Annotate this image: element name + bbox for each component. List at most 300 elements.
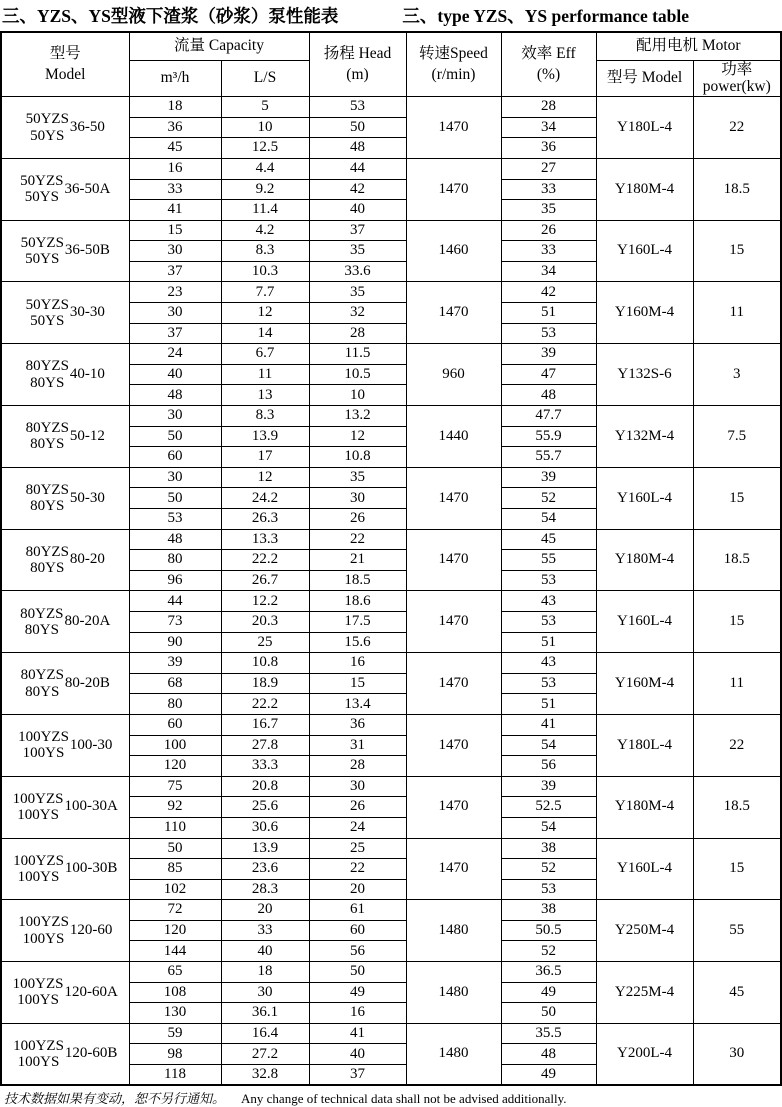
header-row-1 — [1, 32, 781, 60]
cell-capacity-ls: 23.6 — [221, 859, 309, 880]
cell-capacity-ls: 12 — [221, 303, 309, 324]
col-header-eff-unit: (%) — [536, 65, 561, 83]
model-wrap — [3, 1038, 128, 1070]
cell-eff: 26 — [501, 220, 596, 241]
cell-head: 31 — [309, 735, 406, 756]
cell-head: 40 — [309, 200, 406, 221]
model-names — [21, 667, 64, 699]
model-wrap — [3, 358, 128, 390]
cell-motor-model: Y180M-4 — [596, 529, 693, 591]
cell-capacity-m3h: 39 — [129, 653, 221, 674]
cell-capacity-ls: 25 — [221, 632, 309, 653]
cell-capacity-ls: 9.2 — [221, 179, 309, 200]
cell-head: 60 — [309, 920, 406, 941]
cell-capacity-ls: 4.2 — [221, 220, 309, 241]
model-suffix: 120-60B — [64, 1045, 118, 1062]
model-suffix: 100-30A — [64, 798, 118, 815]
model-line2: 80YS — [30, 374, 65, 391]
cell-eff: 49 — [501, 982, 596, 1003]
cell-eff: 39 — [501, 344, 596, 365]
cell-capacity-ls: 13 — [221, 385, 309, 406]
cell-head: 28 — [309, 756, 406, 777]
cell-capacity-m3h: 50 — [129, 838, 221, 859]
model-line2: 100YS — [17, 1053, 60, 1070]
col-header-eff-label: 效率 Eff — [521, 45, 576, 63]
cell-capacity-ls: 26.7 — [221, 570, 309, 591]
cell-head: 18.6 — [309, 591, 406, 612]
cell-head: 28 — [309, 323, 406, 344]
model-line1: 100YZS — [13, 852, 64, 869]
page-title-zh: 三、YZS、YS型液下渣浆（砂浆）泵性能表 — [2, 6, 339, 26]
cell-eff: 50 — [501, 1003, 596, 1024]
cell-eff: 55 — [501, 550, 596, 571]
cell-capacity-m3h: 130 — [129, 1003, 221, 1024]
model-line1: 80YZS — [20, 605, 64, 622]
cell-speed: 1480 — [406, 962, 501, 1024]
cell-eff: 53 — [501, 673, 596, 694]
model-names — [13, 976, 64, 1008]
cell-speed: 1470 — [406, 776, 501, 838]
cell-eff: 55.9 — [501, 426, 596, 447]
cell-model — [1, 776, 129, 838]
cell-capacity-ls: 32.8 — [221, 1065, 309, 1086]
cell-capacity-m3h: 59 — [129, 1023, 221, 1044]
table-row — [1, 282, 781, 303]
cell-eff: 43 — [501, 653, 596, 674]
cell-motor-power: 30 — [693, 1023, 781, 1085]
cell-capacity-m3h: 40 — [129, 364, 221, 385]
model-line2: 50YS — [30, 127, 65, 144]
cell-motor-model: Y180M-4 — [596, 776, 693, 838]
cell-motor-power: 15 — [693, 467, 781, 529]
cell-eff: 38 — [501, 838, 596, 859]
cell-model — [1, 1023, 129, 1085]
footer-note — [0, 1086, 780, 1107]
page-title-en: 三、type YZS、YS performance table — [402, 6, 690, 26]
footer-note-en: Any change of technical data shall not be advised additionally. — [241, 1091, 567, 1107]
cell-speed: 1480 — [406, 900, 501, 962]
cell-motor-model: Y225M-4 — [596, 962, 693, 1024]
cell-capacity-m3h: 75 — [129, 776, 221, 797]
cell-capacity-m3h: 30 — [129, 467, 221, 488]
model-line2: 100YS — [17, 868, 60, 885]
cell-motor-power: 45 — [693, 962, 781, 1024]
cell-eff: 47 — [501, 364, 596, 385]
cell-model — [1, 838, 129, 900]
cell-head: 22 — [309, 529, 406, 550]
cell-eff: 34 — [501, 261, 596, 282]
cell-capacity-m3h: 120 — [129, 920, 221, 941]
table-row — [1, 467, 781, 488]
cell-eff: 41 — [501, 714, 596, 735]
cell-capacity-ls: 12 — [221, 467, 309, 488]
model-line1: 100YZS — [18, 729, 69, 746]
cell-capacity-m3h: 110 — [129, 817, 221, 838]
model-wrap — [3, 173, 128, 205]
table-row — [1, 406, 781, 427]
cell-head: 30 — [309, 488, 406, 509]
cell-eff: 53 — [501, 879, 596, 900]
cell-capacity-m3h: 50 — [129, 488, 221, 509]
cell-capacity-m3h: 118 — [129, 1065, 221, 1086]
cell-head: 25 — [309, 838, 406, 859]
cell-head: 36 — [309, 714, 406, 735]
cell-capacity-m3h: 144 — [129, 941, 221, 962]
col-header-head — [309, 32, 406, 97]
cell-speed: 1470 — [406, 653, 501, 715]
cell-capacity-m3h: 65 — [129, 962, 221, 983]
cell-capacity-m3h: 50 — [129, 426, 221, 447]
col-header-model-en: Model — [45, 65, 86, 83]
cell-eff: 49 — [501, 1065, 596, 1086]
cell-head: 61 — [309, 900, 406, 921]
cell-motor-model: Y160L-4 — [596, 838, 693, 900]
cell-motor-model: Y200L-4 — [596, 1023, 693, 1085]
cell-capacity-ls: 26.3 — [221, 509, 309, 530]
table-body — [1, 97, 781, 1086]
cell-speed: 1470 — [406, 838, 501, 900]
model-line1: 100YZS — [12, 976, 64, 993]
cell-capacity-m3h: 102 — [129, 879, 221, 900]
cell-capacity-m3h: 44 — [129, 591, 221, 612]
cell-head: 48 — [309, 138, 406, 159]
model-line1: 80YZS — [20, 667, 64, 684]
cell-head: 50 — [309, 962, 406, 983]
cell-head: 40 — [309, 1044, 406, 1065]
cell-eff: 36 — [501, 138, 596, 159]
model-line1: 50YZS — [25, 111, 69, 128]
cell-motor-model: Y160L-4 — [596, 591, 693, 653]
cell-speed: 1470 — [406, 591, 501, 653]
cell-model — [1, 529, 129, 591]
cell-head: 13.2 — [309, 406, 406, 427]
model-names — [26, 297, 69, 329]
cell-speed: 1470 — [406, 467, 501, 529]
page-title — [0, 0, 780, 31]
table-row — [1, 220, 781, 241]
model-wrap — [3, 544, 128, 576]
cell-capacity-ls: 17 — [221, 447, 309, 468]
cell-eff: 33 — [501, 241, 596, 262]
model-names — [26, 111, 69, 143]
cell-head: 12 — [309, 426, 406, 447]
cell-capacity-m3h: 120 — [129, 756, 221, 777]
cell-eff: 54 — [501, 735, 596, 756]
table-row — [1, 1023, 781, 1044]
col-header-model — [1, 32, 129, 97]
cell-speed: 1460 — [406, 220, 501, 282]
model-suffix: 50-30 — [69, 489, 105, 506]
cell-capacity-m3h: 73 — [129, 611, 221, 632]
col-header-head-unit: (m) — [346, 65, 369, 83]
col-header-model-zh: 型号 — [49, 45, 81, 63]
cell-head: 13.4 — [309, 694, 406, 715]
cell-capacity-m3h: 24 — [129, 344, 221, 365]
cell-capacity-ls: 20.8 — [221, 776, 309, 797]
model-line1: 100YZS — [13, 1037, 64, 1054]
model-names — [18, 914, 69, 946]
model-line1: 100YZS — [18, 914, 69, 931]
col-header-speed-label: 转速Speed — [419, 45, 488, 63]
cell-capacity-ls: 22.2 — [221, 694, 309, 715]
cell-capacity-ls: 27.8 — [221, 735, 309, 756]
cell-capacity-m3h: 68 — [129, 673, 221, 694]
cell-capacity-ls: 14 — [221, 323, 309, 344]
cell-eff: 35 — [501, 200, 596, 221]
model-names — [26, 482, 69, 514]
col-header-motor-model: 型号 Model — [596, 60, 693, 97]
cell-speed: 1470 — [406, 158, 501, 220]
cell-capacity-m3h: 96 — [129, 570, 221, 591]
cell-motor-model: Y132M-4 — [596, 406, 693, 468]
model-wrap — [3, 111, 128, 143]
table-row — [1, 962, 781, 983]
cell-capacity-m3h: 30 — [129, 241, 221, 262]
model-line2: 100YS — [17, 992, 59, 1009]
cell-eff: 52 — [501, 941, 596, 962]
cell-capacity-ls: 27.2 — [221, 1044, 309, 1065]
cell-eff: 28 — [501, 97, 596, 118]
cell-speed: 1470 — [406, 97, 501, 159]
cell-capacity-m3h: 100 — [129, 735, 221, 756]
model-line1: 80YZS — [25, 543, 69, 560]
model-names — [26, 420, 69, 452]
cell-capacity-ls: 20 — [221, 900, 309, 921]
model-wrap — [3, 976, 128, 1008]
cell-motor-model: Y160M-4 — [596, 653, 693, 715]
cell-capacity-m3h: 37 — [129, 261, 221, 282]
model-line2: 80YS — [30, 498, 65, 515]
cell-capacity-m3h: 60 — [129, 447, 221, 468]
cell-model — [1, 591, 129, 653]
cell-eff: 27 — [501, 158, 596, 179]
cell-motor-power: 15 — [693, 838, 781, 900]
cell-head: 18.5 — [309, 570, 406, 591]
cell-motor-power: 3 — [693, 344, 781, 406]
cell-head: 30 — [309, 776, 406, 797]
table-row — [1, 776, 781, 797]
cell-capacity-ls: 11 — [221, 364, 309, 385]
cell-capacity-ls: 8.3 — [221, 241, 309, 262]
cell-head: 42 — [309, 179, 406, 200]
cell-capacity-ls: 18.9 — [221, 673, 309, 694]
cell-capacity-m3h: 45 — [129, 138, 221, 159]
cell-capacity-ls: 8.3 — [221, 406, 309, 427]
cell-eff: 51 — [501, 694, 596, 715]
cell-capacity-m3h: 108 — [129, 982, 221, 1003]
cell-capacity-ls: 7.7 — [221, 282, 309, 303]
cell-capacity-m3h: 98 — [129, 1044, 221, 1065]
cell-capacity-ls: 16.4 — [221, 1023, 309, 1044]
cell-capacity-ls: 30 — [221, 982, 309, 1003]
cell-eff: 52 — [501, 488, 596, 509]
cell-capacity-ls: 20.3 — [221, 611, 309, 632]
cell-head: 10.8 — [309, 447, 406, 468]
cell-eff: 36.5 — [501, 962, 596, 983]
cell-eff: 42 — [501, 282, 596, 303]
cell-motor-model: Y160M-4 — [596, 282, 693, 344]
cell-head: 41 — [309, 1023, 406, 1044]
col-header-motor: 配用电机 Motor — [596, 32, 781, 60]
cell-eff: 54 — [501, 509, 596, 530]
col-header-capacity: 流量 Capacity — [129, 32, 309, 60]
cell-motor-model: Y180L-4 — [596, 97, 693, 159]
cell-capacity-ls: 36.1 — [221, 1003, 309, 1024]
table-header — [1, 32, 781, 97]
cell-capacity-m3h: 80 — [129, 694, 221, 715]
cell-eff: 43 — [501, 591, 596, 612]
cell-motor-power: 18.5 — [693, 776, 781, 838]
model-suffix: 40-10 — [69, 366, 105, 383]
cell-motor-power: 22 — [693, 714, 781, 776]
cell-capacity-m3h: 33 — [129, 179, 221, 200]
cell-head: 33.6 — [309, 261, 406, 282]
cell-capacity-m3h: 53 — [129, 509, 221, 530]
cell-eff: 38 — [501, 900, 596, 921]
model-wrap — [3, 791, 128, 823]
model-line2: 80YS — [25, 683, 60, 700]
model-names — [13, 853, 64, 885]
model-line1: 80YZS — [25, 358, 69, 375]
model-suffix: 100-30B — [64, 860, 118, 877]
table-row — [1, 714, 781, 735]
cell-eff: 53 — [501, 323, 596, 344]
model-line2: 100YS — [22, 745, 65, 762]
model-suffix: 36-50 — [69, 118, 105, 135]
model-names — [18, 729, 69, 761]
cell-capacity-ls: 12.2 — [221, 591, 309, 612]
model-suffix: 30-30 — [69, 304, 105, 321]
cell-model — [1, 97, 129, 159]
cell-head: 50 — [309, 117, 406, 138]
model-suffix: 120-60 — [69, 922, 113, 939]
cell-model — [1, 220, 129, 282]
cell-speed: 1470 — [406, 714, 501, 776]
cell-motor-model: Y250M-4 — [596, 900, 693, 962]
col-header-eff — [501, 32, 596, 97]
model-suffix: 120-60A — [64, 983, 118, 1000]
cell-capacity-m3h: 48 — [129, 385, 221, 406]
cell-capacity-m3h: 30 — [129, 303, 221, 324]
cell-capacity-m3h: 36 — [129, 117, 221, 138]
cell-capacity-ls: 33.3 — [221, 756, 309, 777]
cell-model — [1, 653, 129, 715]
model-wrap — [3, 606, 128, 638]
cell-head: 24 — [309, 817, 406, 838]
cell-capacity-ls: 12.5 — [221, 138, 309, 159]
cell-head: 56 — [309, 941, 406, 962]
cell-capacity-ls: 33 — [221, 920, 309, 941]
cell-capacity-m3h: 23 — [129, 282, 221, 303]
cell-capacity-ls: 13.9 — [221, 426, 309, 447]
cell-capacity-m3h: 30 — [129, 406, 221, 427]
cell-eff: 50.5 — [501, 920, 596, 941]
model-line2: 50YS — [25, 251, 60, 268]
footer-note-zh: 技术数据如果有变动，恕不另行通知。 — [4, 1091, 226, 1107]
col-header-speed — [406, 32, 501, 97]
cell-eff: 35.5 — [501, 1023, 596, 1044]
cell-eff: 39 — [501, 467, 596, 488]
col-header-head-label: 扬程 Head — [323, 45, 392, 63]
cell-capacity-ls: 10.3 — [221, 261, 309, 282]
cell-eff: 56 — [501, 756, 596, 777]
model-wrap — [3, 420, 128, 452]
model-line1: 50YZS — [20, 234, 64, 251]
model-line1: 80YZS — [25, 420, 69, 437]
cell-capacity-m3h: 60 — [129, 714, 221, 735]
cell-motor-model: Y132S-6 — [596, 344, 693, 406]
cell-speed: 1480 — [406, 1023, 501, 1085]
model-wrap — [3, 297, 128, 329]
cell-capacity-m3h: 41 — [129, 200, 221, 221]
model-line1: 100YZS — [12, 790, 64, 807]
model-wrap — [3, 914, 128, 946]
model-wrap — [3, 235, 128, 267]
cell-model — [1, 158, 129, 220]
cell-capacity-ls: 25.6 — [221, 797, 309, 818]
cell-capacity-m3h: 80 — [129, 550, 221, 571]
cell-capacity-ls: 28.3 — [221, 879, 309, 900]
cell-head: 49 — [309, 982, 406, 1003]
model-names — [13, 791, 64, 823]
cell-capacity-ls: 10 — [221, 117, 309, 138]
cell-head: 20 — [309, 879, 406, 900]
model-line1: 50YZS — [20, 173, 64, 190]
cell-capacity-ls: 24.2 — [221, 488, 309, 509]
model-suffix: 50-12 — [69, 427, 105, 444]
cell-head: 10.5 — [309, 364, 406, 385]
cell-eff: 51 — [501, 303, 596, 324]
cell-model — [1, 714, 129, 776]
performance-table — [0, 31, 782, 1086]
cell-capacity-ls: 16.7 — [221, 714, 309, 735]
cell-eff: 53 — [501, 611, 596, 632]
cell-capacity-ls: 11.4 — [221, 200, 309, 221]
table-row — [1, 838, 781, 859]
cell-motor-model: Y160L-4 — [596, 220, 693, 282]
model-names — [20, 606, 63, 638]
cell-model — [1, 282, 129, 344]
model-suffix: 36-50B — [64, 242, 110, 259]
model-line2: 80YS — [24, 621, 59, 638]
cell-eff: 52 — [501, 859, 596, 880]
cell-capacity-m3h: 90 — [129, 632, 221, 653]
col-header-speed-unit: (r/min) — [431, 65, 476, 83]
cell-head: 35 — [309, 467, 406, 488]
cell-model — [1, 900, 129, 962]
cell-eff: 47.7 — [501, 406, 596, 427]
cell-eff: 52.5 — [501, 797, 596, 818]
table-row — [1, 344, 781, 365]
col-header-motor-power: 功率 power(kw) — [693, 60, 781, 97]
model-line2: 50YS — [24, 189, 59, 206]
cell-speed: 1440 — [406, 406, 501, 468]
model-suffix: 80-20 — [69, 551, 105, 568]
model-names — [20, 173, 63, 205]
cell-model — [1, 344, 129, 406]
cell-capacity-m3h: 15 — [129, 220, 221, 241]
cell-motor-model: Y160L-4 — [596, 467, 693, 529]
cell-head: 37 — [309, 1065, 406, 1086]
table-row — [1, 591, 781, 612]
cell-model — [1, 467, 129, 529]
cell-capacity-m3h: 16 — [129, 158, 221, 179]
cell-motor-model: Y180L-4 — [596, 714, 693, 776]
model-line1: 80YZS — [25, 482, 69, 499]
cell-capacity-m3h: 85 — [129, 859, 221, 880]
cell-head: 11.5 — [309, 344, 406, 365]
table-row — [1, 158, 781, 179]
